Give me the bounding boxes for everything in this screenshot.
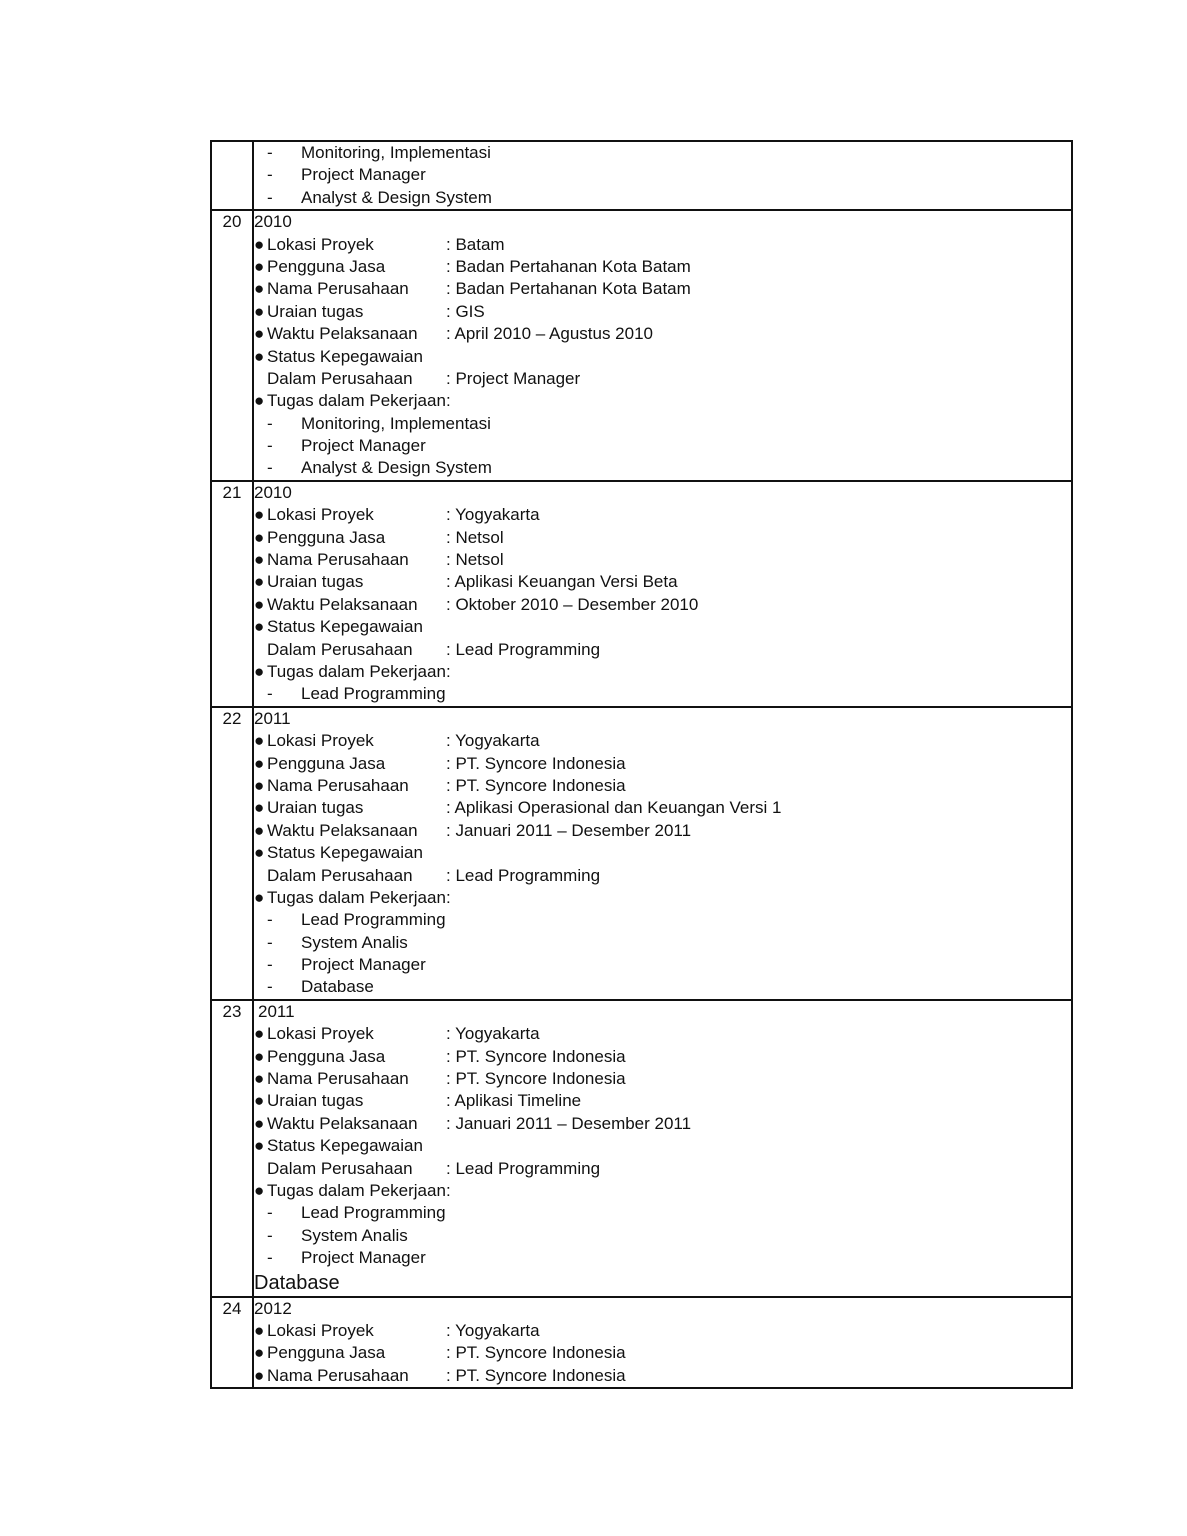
field-lokasi: ● Lokasi Proyek : Yogyakarta <box>254 731 540 751</box>
row-number: 20 <box>211 210 253 481</box>
field-status: ● Status Kepegawaian <box>254 617 423 637</box>
project-year: 2010 <box>254 482 292 502</box>
field-waktu: ● Waktu Pelaksanaan : Januari 2011 – Desember 2011 <box>254 1113 692 1133</box>
row-number: 23 <box>211 1000 253 1297</box>
table-row <box>211 707 1072 1000</box>
field-pengguna: ● Pengguna Jasa : PT. Syncore Indonesia <box>254 1343 626 1363</box>
project-year: 2010 <box>254 212 292 232</box>
field-status: ● Status Kepegawaian <box>254 1136 423 1156</box>
task-item: - Project Manager <box>267 165 426 185</box>
table-row <box>211 141 1072 210</box>
row-content <box>253 707 1072 1000</box>
field-waktu: ● Waktu Pelaksanaan : Januari 2011 – Desember 2011 <box>254 820 692 840</box>
task-item: - System Analis <box>267 932 408 952</box>
field-pengguna: ● Pengguna Jasa : Badan Pertahanan Kota Batam <box>254 256 691 276</box>
task-item: - Project Manager <box>267 436 426 456</box>
field-uraian: ● Uraian tugas : Aplikasi Timeline <box>254 1091 582 1111</box>
field-nama: ● Nama Perusahaan : Badan Pertahanan Kota Batam <box>254 279 691 299</box>
trailing-text: Database <box>254 1271 340 1294</box>
field-pengguna: ● Pengguna Jasa : PT. Syncore Indonesia <box>254 753 626 773</box>
task-item: - Analyst & Design System <box>267 458 492 478</box>
table-row <box>211 1000 1072 1297</box>
field-nama: ● Nama Perusahaan : Netsol <box>254 550 504 570</box>
field-pengguna: ● Pengguna Jasa : Netsol <box>254 527 504 547</box>
field-nama: ● Nama Perusahaan : PT. Syncore Indonesia <box>254 1365 626 1385</box>
field-waktu: ● Waktu Pelaksanaan : Oktober 2010 – Desember 2010 <box>254 594 699 614</box>
field-lokasi: ● Lokasi Proyek : Yogyakarta <box>254 1320 540 1340</box>
row-content <box>253 210 1072 481</box>
task-item: - Project Manager <box>267 955 426 975</box>
row-number: 24 <box>211 1297 253 1389</box>
table-row <box>211 481 1072 707</box>
field-status-sub: Dalam Perusahaan : Lead Programming <box>267 865 601 885</box>
field-tugas: ● Tugas dalam Pekerjaan: <box>254 887 451 907</box>
row-content <box>253 481 1072 707</box>
row-number <box>211 141 253 210</box>
project-year: 2011 <box>254 708 291 728</box>
task-item: - Lead Programming <box>267 1203 446 1223</box>
project-year: 2012 <box>254 1298 292 1318</box>
table-row <box>211 1297 1072 1389</box>
field-pengguna: ● Pengguna Jasa : PT. Syncore Indonesia <box>254 1046 626 1066</box>
field-nama: ● Nama Perusahaan : PT. Syncore Indonesia <box>254 775 626 795</box>
field-lokasi: ● Lokasi Proyek : Yogyakarta <box>254 505 540 525</box>
task-item: - Analyst & Design System <box>267 187 492 207</box>
field-tugas: ● Tugas dalam Pekerjaan: <box>254 391 451 411</box>
field-lokasi: ● Lokasi Proyek : Batam <box>254 234 505 254</box>
task-item: - Lead Programming <box>267 910 446 930</box>
row-content <box>253 1000 1072 1297</box>
field-uraian: ● Uraian tugas : Aplikasi Operasional dan Keuangan Versi 1 <box>254 798 782 818</box>
row-content <box>253 141 1072 210</box>
field-uraian: ● Uraian tugas : GIS <box>254 301 485 321</box>
task-item: - Monitoring, Implementasi <box>267 413 491 433</box>
field-tugas: ● Tugas dalam Pekerjaan: <box>254 661 451 681</box>
field-status-sub: Dalam Perusahaan : Project Manager <box>267 368 581 388</box>
task-item: - Lead Programming <box>267 684 446 704</box>
field-tugas: ● Tugas dalam Pekerjaan: <box>254 1180 451 1200</box>
experience-table <box>210 140 1073 1389</box>
table-row <box>211 210 1072 481</box>
row-number: 22 <box>211 707 253 1000</box>
task-item: - Monitoring, Implementasi <box>267 143 491 162</box>
field-status-sub: Dalam Perusahaan : Lead Programming <box>267 1158 601 1178</box>
field-waktu: ● Waktu Pelaksanaan : April 2010 – Agustus 2010 <box>254 324 653 344</box>
project-year: 2011 <box>258 1001 295 1021</box>
task-item: - System Analis <box>267 1225 408 1245</box>
field-lokasi: ● Lokasi Proyek : Yogyakarta <box>254 1024 540 1044</box>
task-item: - Database <box>267 977 374 997</box>
task-item: - Project Manager <box>267 1248 426 1268</box>
field-nama: ● Nama Perusahaan : PT. Syncore Indonesia <box>254 1069 626 1089</box>
field-status: ● Status Kepegawaian <box>254 843 423 863</box>
row-number: 21 <box>211 481 253 707</box>
row-content <box>253 1297 1072 1389</box>
field-uraian: ● Uraian tugas : Aplikasi Keuangan Versi Beta <box>254 572 678 592</box>
field-status-sub: Dalam Perusahaan : Lead Programming <box>267 639 601 659</box>
field-status: ● Status Kepegawaian <box>254 346 423 366</box>
